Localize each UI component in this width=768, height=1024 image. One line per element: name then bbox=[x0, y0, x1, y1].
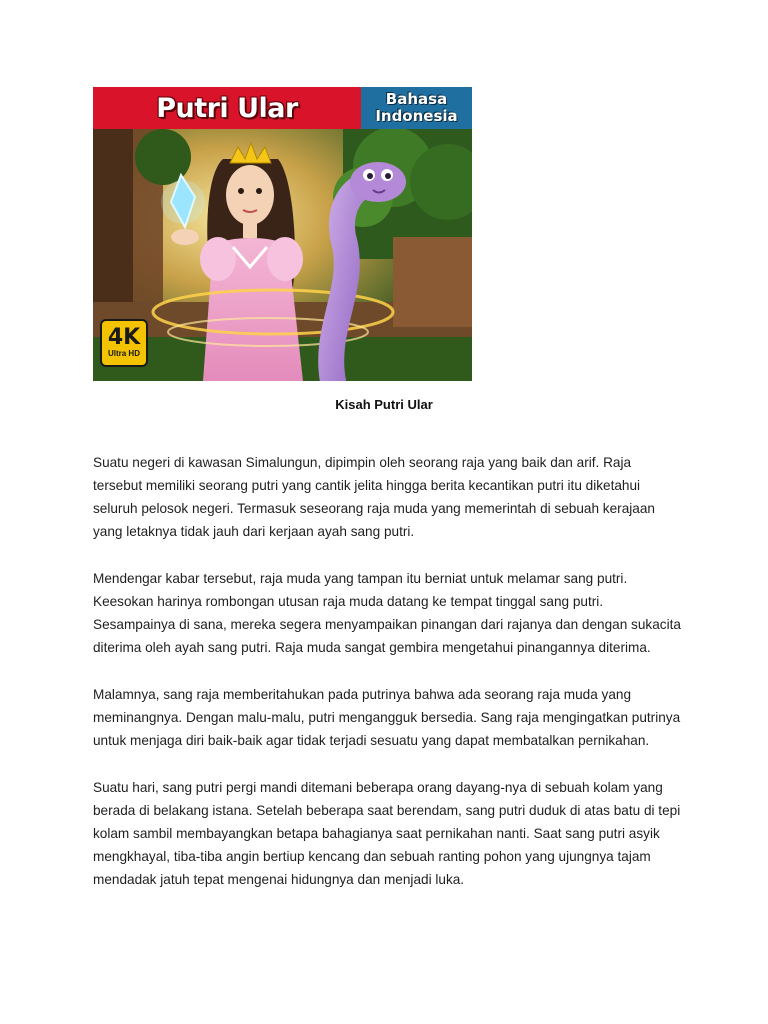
cover-image bbox=[93, 87, 472, 381]
paragraph: Malamnya, sang raja memberitahukan pada putrinya bahwa ada seorang raja muda yang meminangnya. Dengan malu-malu, putri mengangguk bersedia. Sang raja mengingatkan putrinya untuk menjaga diri baik-baik agar tidak terjadi sesuatu yang dapat membatalkan pernikahan. bbox=[93, 687, 681, 748]
story-illustration bbox=[93, 87, 472, 381]
paragraph: Mendengar kabar tersebut, raja muda yang tampan itu berniat untuk melamar sang putri. Keesokan harinya rombongan utusan raja muda datang ke tempat tinggal sang putri. Sesampainya di sana, mereka segera menyampaikan pinangan dari rajanya dan dengan sukacita diterima oleh ayah sang putri. Raja muda sangat gembira mengetahui pinangannya diterima. bbox=[93, 571, 681, 655]
badge-sub-text: Ultra HD bbox=[107, 349, 140, 358]
language-label-line2: Indonesia bbox=[375, 107, 458, 125]
paragraph: Suatu negeri di kawasan Simalungun, dipimpin oleh seorang raja yang baik dan arif. Raja tersebut memiliki seorang putri yang cantik jelita hingga berita kecantikan putri itu diketahui seluruh pelosok negeri. Termasuk seseorang raja muda yang memerintah di sebuah kerajaan yang letaknya tidak jauh dari kerjaan ayah sang putri. bbox=[93, 455, 655, 539]
image-caption: Kisah Putri Ular bbox=[335, 397, 433, 412]
4k-badge bbox=[100, 319, 148, 367]
paragraph: Suatu hari, sang putri pergi mandi ditemani beberapa orang dayang-nya di sebuah kolam yang berada di belakang istana. Setelah beberapa saat berendam, sang putri duduk di atas batu di tepi kolam sambil membayangkan betapa bahagianya saat pernikahan nanti. Saat sang putri asyik mengkhayal, tiba-tiba angin bertiup kencang dan sebuah ranting pohon yang ujungnya tajam mendadak jatuh tepat mengenai hidungnya dan menjadi luka. bbox=[93, 780, 681, 887]
cover-title: Putri Ular bbox=[156, 92, 298, 124]
language-label-line1: Bahasa bbox=[385, 90, 448, 108]
story-body bbox=[93, 451, 683, 915]
badge-main-text: 4K bbox=[107, 325, 141, 350]
language-banner bbox=[361, 87, 472, 129]
